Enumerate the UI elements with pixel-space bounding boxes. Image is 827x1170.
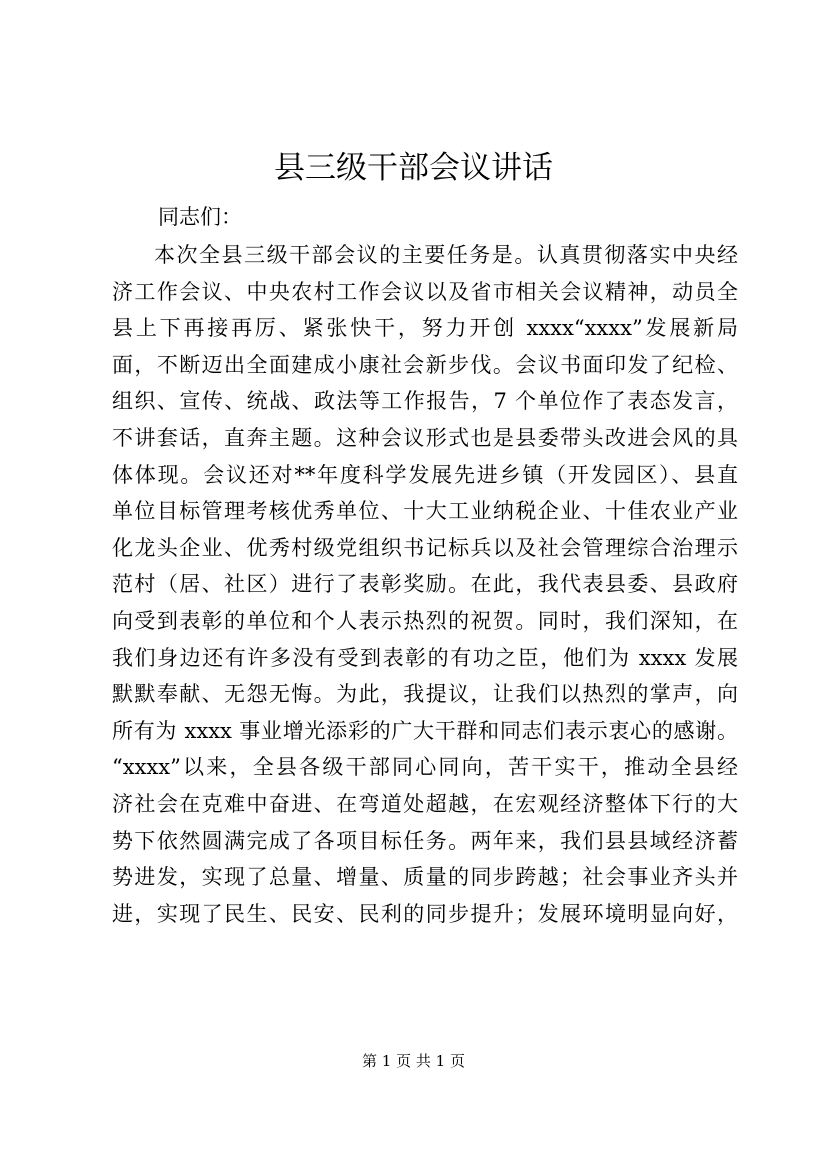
body-line: 向受到表彰的单位和个人表示热烈的祝贺。同时，我们深知，在 <box>112 608 738 633</box>
body-line: 我们身边还有许多没有受到表彰的有功之臣，他们为 xxxx 发展 <box>112 645 738 670</box>
document-title: 县三级干部会议讲话 <box>274 150 553 186</box>
body-line: 所有为 xxxx 事业增光添彩的广大干群和同志们表示衷心的感谢。 <box>112 718 738 743</box>
body-line: 面，不断迈出全面建成小康社会新步伐。会议书面印发了纪检、 <box>112 352 738 377</box>
body-line: 本次全县三级干部会议的主要任务是。认真贯彻落实中央经 <box>154 243 738 267</box>
body-line: 县上下再接再厉、紧张快干，努力开创 xxxx“xxxx”发展新局 <box>112 316 738 341</box>
body-text <box>112 241 738 936</box>
page-footer: 第 1 页 共 1 页 <box>362 1052 465 1070</box>
body-line: 组织、宣传、统战、政法等工作报告，7 个单位作了表态发言， <box>112 389 738 414</box>
salutation: 同志们： <box>158 205 242 229</box>
body-line: 化龙头企业、优秀村级党组织书记标兵以及社会管理综合治理示 <box>112 535 738 560</box>
body-line: 单位目标管理考核优秀单位、十大工业纳税企业、十佳农业产业 <box>112 499 738 524</box>
body-line: 体体现。会议还对**年度科学发展先进乡镇（开发园区）、县直 <box>112 462 738 487</box>
body-line: 进，实现了民生、民安、民利的同步提升；发展环境明显向好， <box>112 901 738 926</box>
body-line: 势进发，实现了总量、增量、质量的同步跨越；社会事业齐头并 <box>112 865 738 890</box>
body-line: 势下依然圆满完成了各项目标任务。两年来，我们县县域经济蓄 <box>112 828 738 853</box>
body-line: 不讲套话，直奔主题。这种会议形式也是县委带头改进会风的具 <box>112 425 738 450</box>
body-line: 济工作会议、中央农村工作会议以及省市相关会议精神，动员全 <box>112 279 738 304</box>
body-line: 范村（居、社区）进行了表彰奖励。在此，我代表县委、县政府 <box>112 572 738 597</box>
body-line: 济社会在克难中奋进、在弯道处超越，在宏观经济整体下行的大 <box>112 791 738 816</box>
body-line: “xxxx”以来，全县各级干部同心同向，苦干实干，推动全县经 <box>112 755 738 780</box>
body-line: 默默奉献、无怨无悔。为此，我提议，让我们以热烈的掌声，向 <box>112 682 738 707</box>
